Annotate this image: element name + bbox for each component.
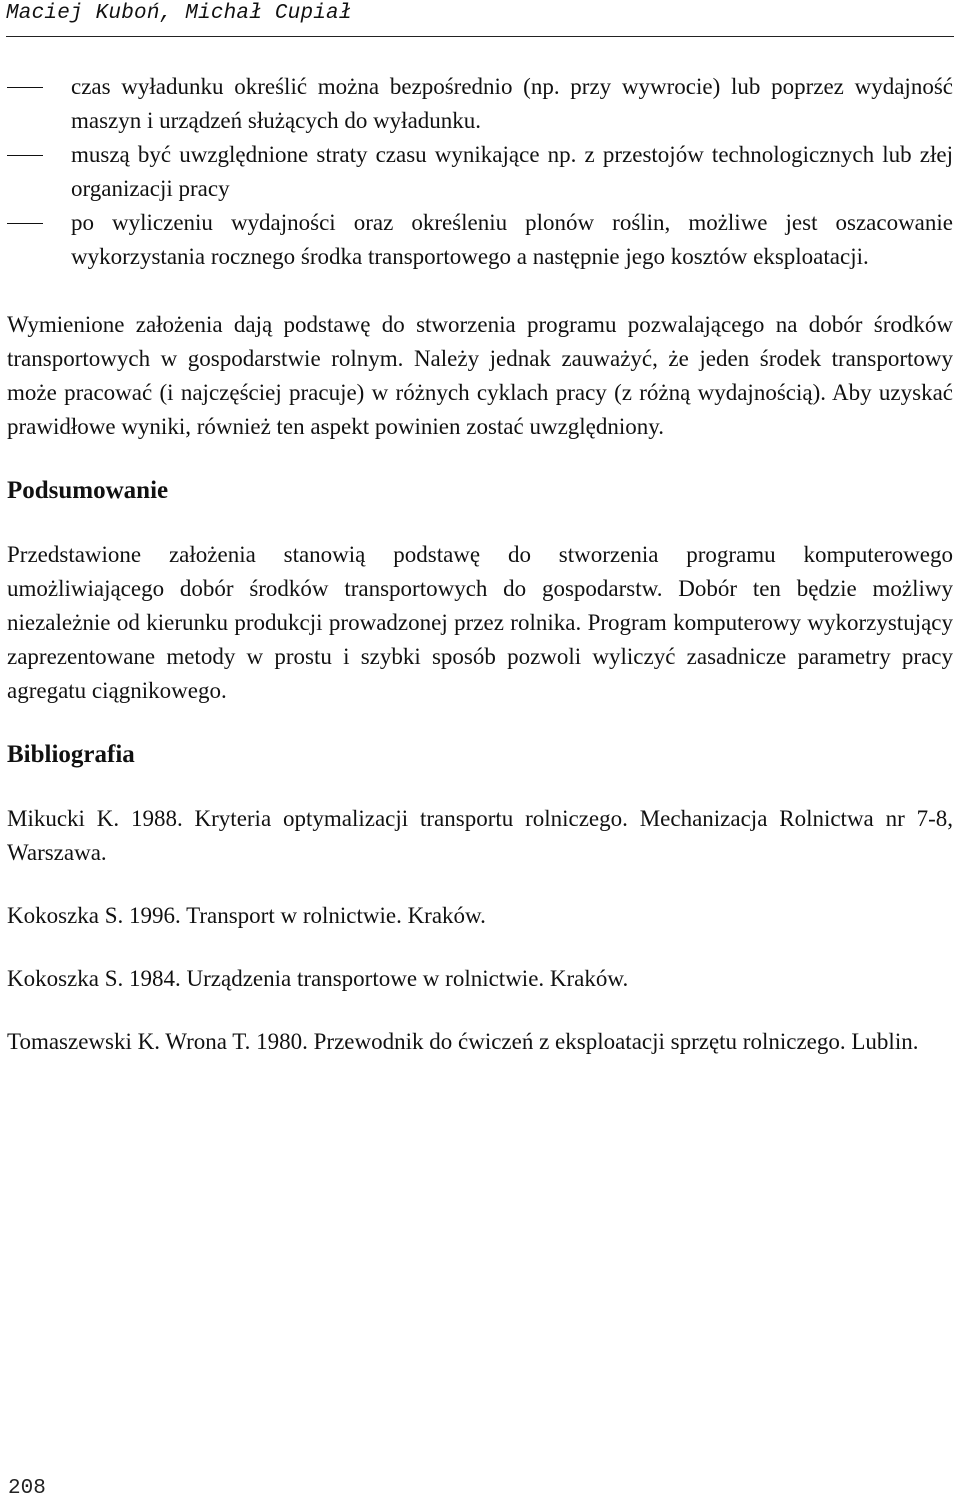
header-rule [6, 36, 954, 37]
reference-item: Kokoszka S. 1996. Transport w rolnictwie. Kraków. [7, 903, 486, 928]
reference-item: Mikucki K. 1988. Kryteria optymalizacji transportu rolniczego. Mechanizacja Rolnictwa nr 7-8, Warszawa. [7, 806, 953, 865]
dash-list [7, 70, 953, 274]
reference-item: Tomaszewski K. Wrona T. 1980. Przewodnik do ćwiczeń z eksploatacji sprzętu rolniczego. Lublin. [7, 1029, 919, 1054]
page-number: 208 [8, 1477, 46, 1500]
section-heading-bibliography: Bibliografia [7, 741, 135, 768]
list-item [7, 206, 953, 274]
body-paragraph: Wymienione założenia dają podstawę do stworzenia programu pozwalającego na dobór środków transportowych w gospodarstwie rolnym. Należy jednak zauważyć, że jeden środek transportowy może pracować (i najczęściej pracuje) w różnych cyklach pracy (z różną wydajnością). Aby uzyskać prawidłowe wyniki, również ten aspekt powinien zostać uwzględniony. [7, 312, 953, 439]
dash-bullet-icon [7, 223, 43, 224]
list-item-text: muszą być uwzględnione straty czasu wynikające np. z przestojów technologicznych lub złej organizacji pracy [71, 142, 953, 201]
dash-bullet-icon [7, 87, 43, 88]
summary-paragraph: Przedstawione założenia stanowią podstawę do stworzenia programu komputerowego umożliwiającego dobór środków transportowych do gospodarstw. Dobór ten będzie możliwy niezależnie od kierunku produkcji prowadzonej przez rolnika. Program komputerowy wykorzystujący zaprezentowane metody w prostu i szybki sposób pozwoli wyliczyć zasadnicze parametry pracy agregatu ciągnikowego. [7, 542, 953, 703]
section-heading-summary: Podsumowanie [7, 477, 169, 504]
page-body [7, 70, 953, 1059]
list-item [7, 138, 953, 206]
list-item-text: czas wyładunku określić można bezpośrednio (np. przy wywrocie) lub poprzez wydajność maszyn i urządzeń służących do wyładunku. [71, 74, 953, 133]
list-item-text: po wyliczeniu wydajności oraz określeniu plonów roślin, możliwe jest oszacowanie wykorzystania rocznego środka transportowego a następnie jego kosztów eksploatacji. [71, 210, 953, 269]
list-item [7, 70, 953, 138]
running-head: Maciej Kuboń, Michał Cupiał [6, 2, 352, 25]
reference-item: Kokoszka S. 1984. Urządzenia transportowe w rolnictwie. Kraków. [7, 966, 629, 991]
dash-bullet-icon [7, 155, 43, 156]
